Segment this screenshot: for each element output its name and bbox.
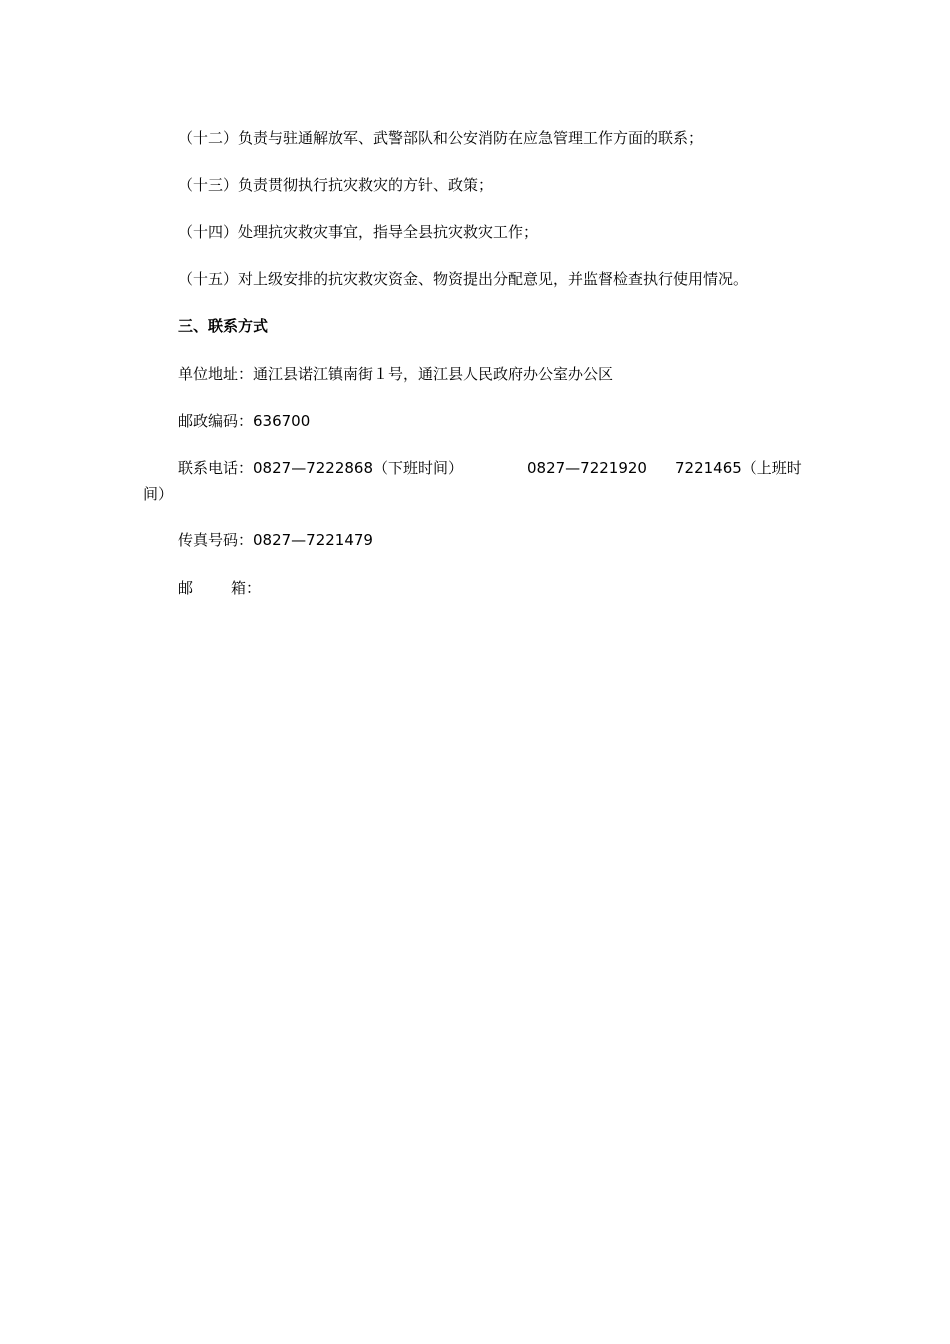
- duty-item-15: （十五）对上级安排的抗灾救灾资金、物资提出分配意见，并监督检查执行使用情况。: [178, 270, 749, 288]
- duty-item-13: （十三）负责贯彻执行抗灾救灾的方针、政策；: [178, 176, 494, 194]
- phone-office-2: 7221465（上班时: [674, 459, 802, 477]
- fax-line: 传真号码：0827—7221479: [178, 531, 373, 549]
- email-label-char-1: 邮: [178, 579, 194, 597]
- phone-line-wrap: 间）: [143, 485, 174, 503]
- address-line: 单位地址：通江县诺江镇南街１号，通江县人民政府办公室办公区: [178, 365, 614, 383]
- email-label-char-2: 箱：: [231, 579, 262, 597]
- phone-offhours: 0827—7222868（下班时间）: [253, 459, 463, 477]
- phone-office-1: 0827—7221920: [527, 459, 647, 477]
- contact-heading: 三、联系方式: [178, 317, 269, 335]
- postcode-line: 邮政编码：636700: [178, 412, 311, 430]
- duty-item-14: （十四）处理抗灾救灾事宜，指导全县抗灾救灾工作；: [178, 223, 539, 241]
- phone-label: 联系电话：: [178, 459, 254, 477]
- duty-item-12: （十二）负责与驻通解放军、武警部队和公安消防在应急管理工作方面的联系；: [178, 129, 704, 147]
- email-line: [178, 578, 261, 598]
- phone-line: [178, 458, 802, 478]
